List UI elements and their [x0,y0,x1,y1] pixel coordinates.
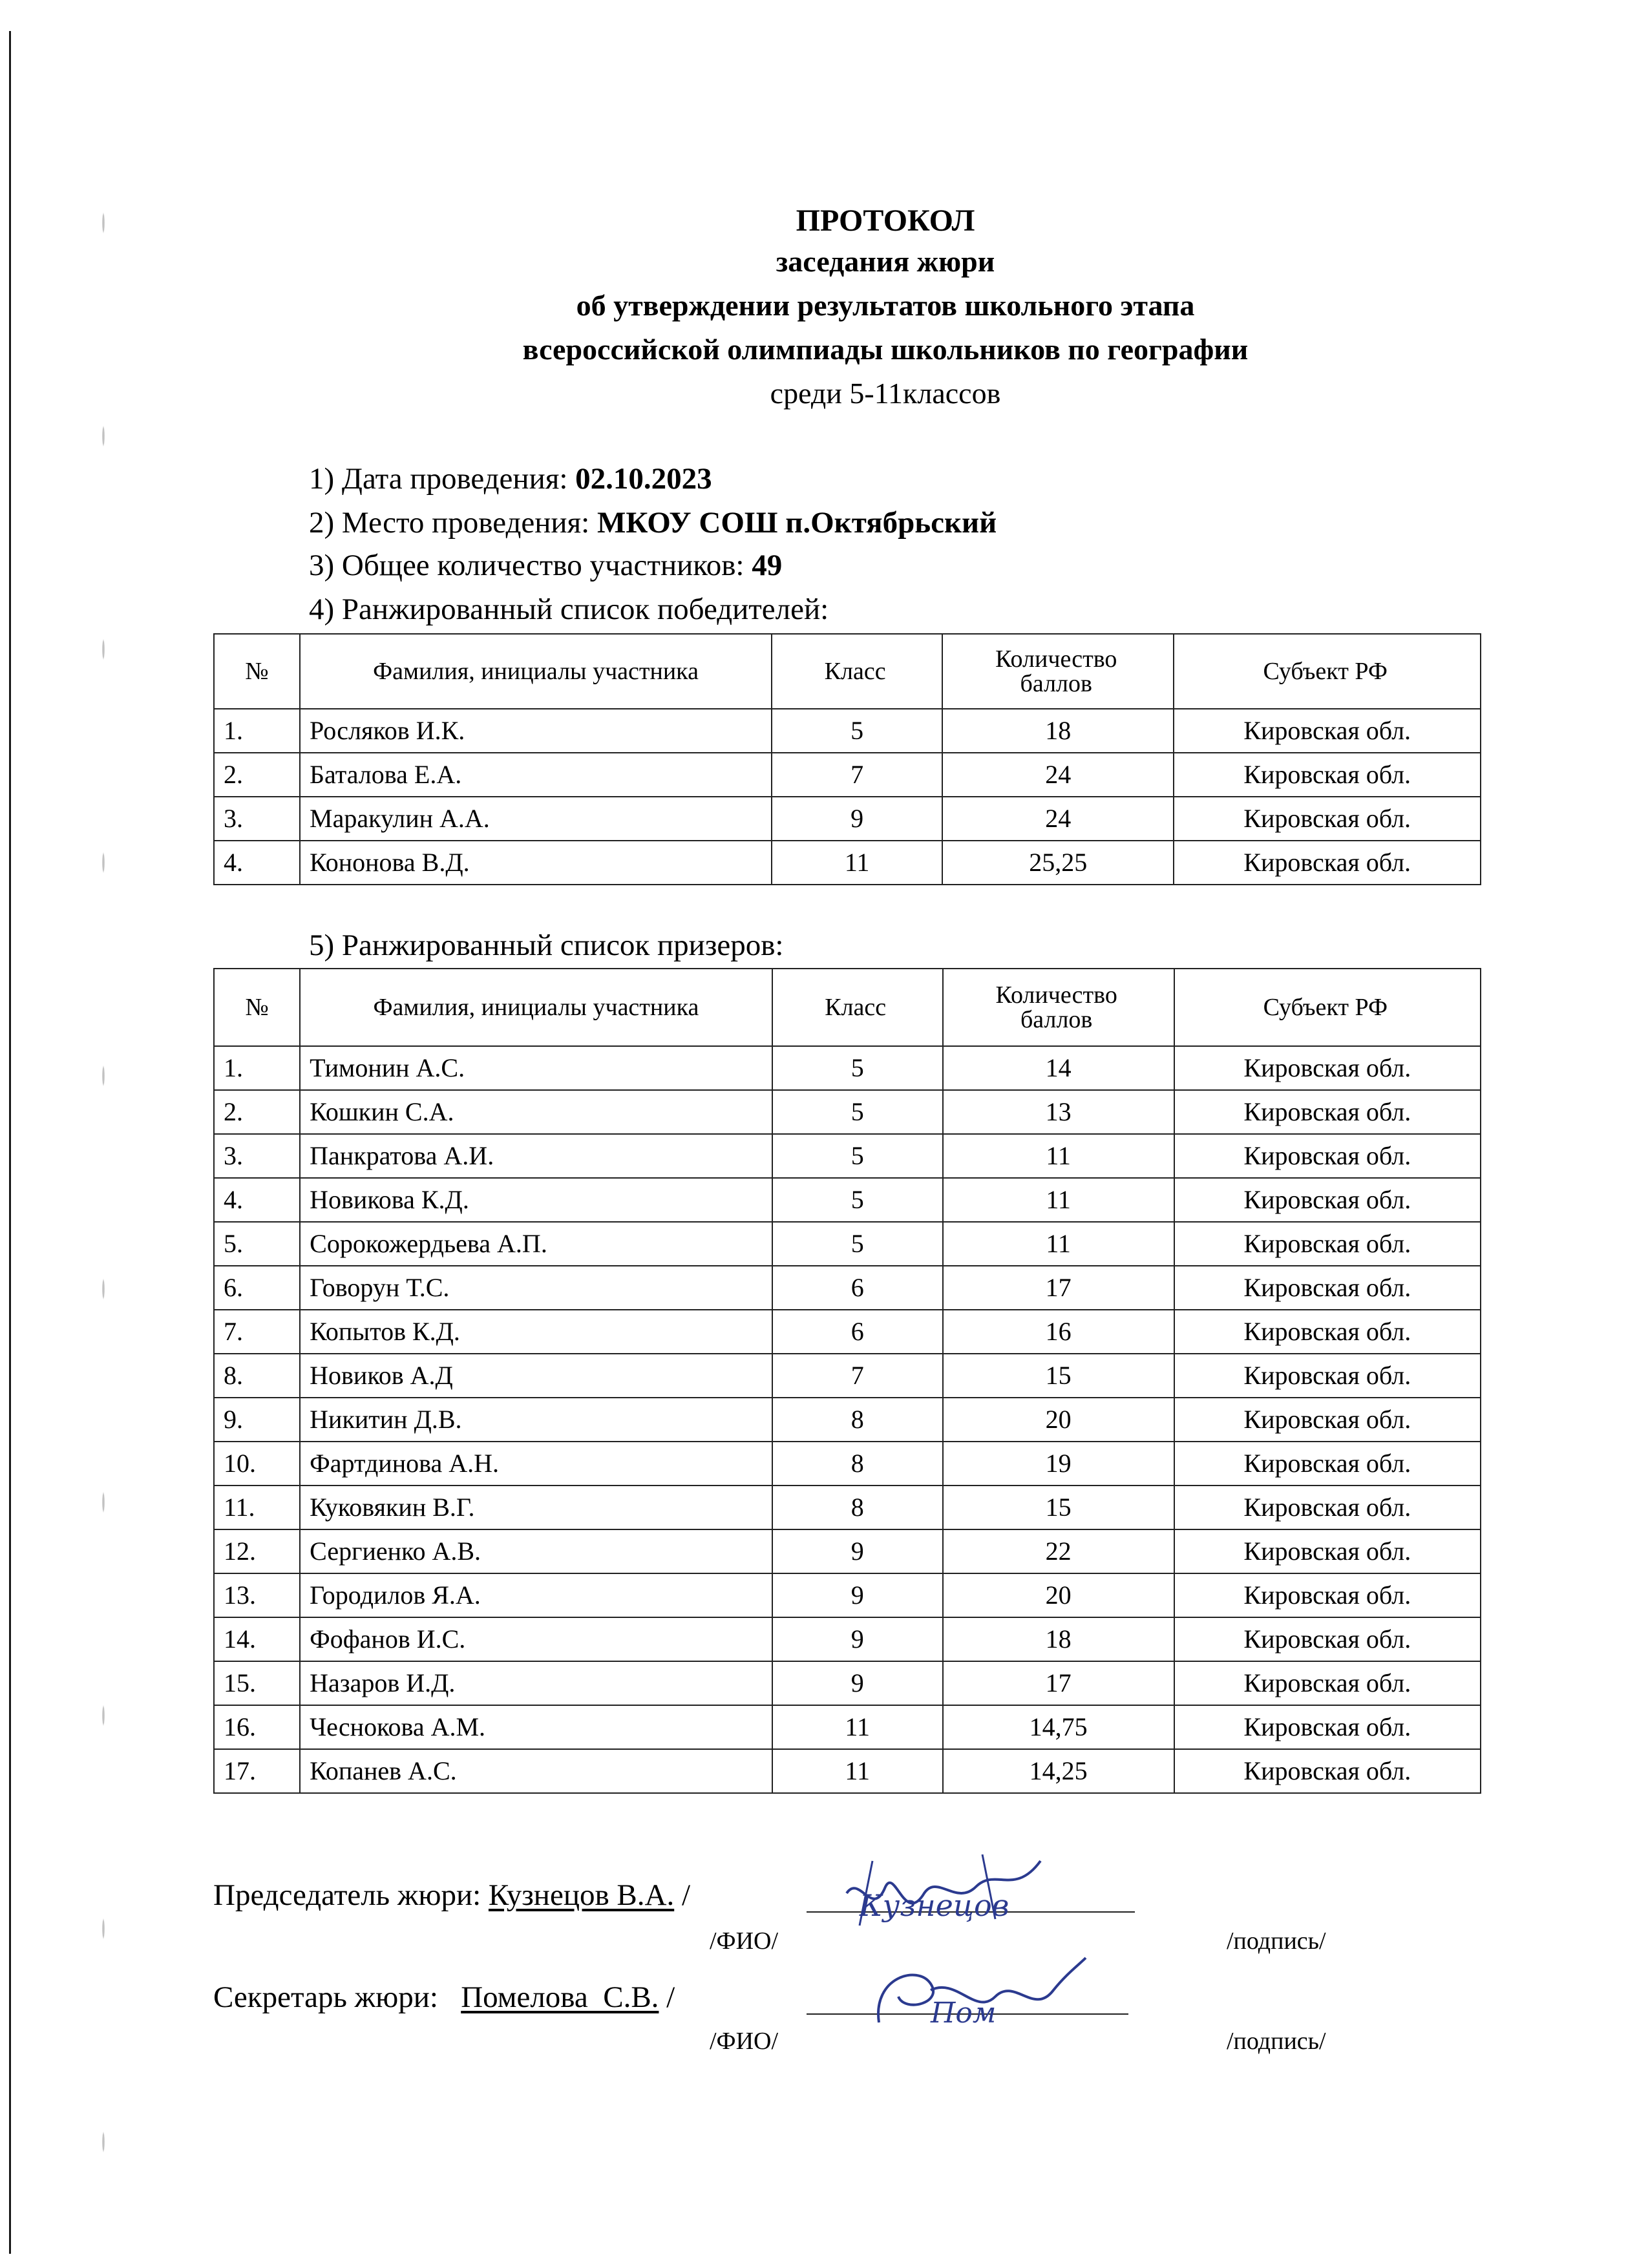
cell-region: Кировская обл. [1174,1046,1481,1090]
cell-score: 25,25 [942,841,1174,885]
table-header-row [214,634,1481,709]
col-num: № [214,969,300,1046]
cell-name: Тимонин А.С. [300,1046,772,1090]
col-class: Класс [772,634,942,709]
table-row [214,797,1481,841]
cell-region: Кировская обл. [1174,1398,1481,1442]
cell-class: 11 [772,841,942,885]
cell-score: 16 [943,1310,1174,1354]
winners-body [214,709,1481,885]
cell-name: Баталова Е.А. [300,753,772,797]
cell-region: Кировская обл. [1174,1354,1481,1398]
cell-num: 3. [214,797,300,841]
cell-num: 8. [214,1354,300,1398]
table-row [214,1398,1481,1442]
cell-class: 5 [772,709,942,753]
table-row [214,1705,1481,1749]
scan-noise [90,116,116,2184]
cell-region: Кировская обл. [1174,1090,1481,1134]
table-row [214,841,1481,885]
cell-num: 10. [214,1442,300,1486]
cell-num: 7. [214,1310,300,1354]
cell-num: 3. [214,1134,300,1178]
cell-region: Кировская обл. [1174,1749,1481,1793]
table-row [214,709,1481,753]
cell-region: Кировская обл. [1174,1486,1481,1529]
col-name: Фамилия, инициалы участника [300,969,772,1046]
cell-class: 11 [772,1705,943,1749]
cell-name: Фофанов И.С. [300,1617,772,1661]
cell-score: 22 [943,1529,1174,1573]
cell-score: 24 [942,753,1174,797]
cell-name: Новиков А.Д [300,1354,772,1398]
cell-name: Городилов Я.А. [300,1573,772,1617]
cell-class: 8 [772,1398,943,1442]
cell-num: 12. [214,1529,300,1573]
cell-name: Куковякин В.Г. [300,1486,772,1529]
table-row [214,1222,1481,1266]
cell-class: 5 [772,1090,943,1134]
cell-class: 7 [772,753,942,797]
table-row [214,753,1481,797]
cell-class: 11 [772,1749,943,1793]
cell-name: Сорокожердьева А.П. [300,1222,772,1266]
cell-score: 14,75 [943,1705,1174,1749]
cell-class: 5 [772,1222,943,1266]
doc-subtitle-2: об утверждении результатов школьного этапа [576,289,1195,322]
cell-num: 2. [214,1090,300,1134]
secretary-sign-caption: /подпись/ [1227,2028,1326,2055]
cell-score: 15 [943,1486,1174,1529]
cell-score: 11 [943,1134,1174,1178]
col-name: Фамилия, инициалы участника [300,634,772,709]
cell-num: 4. [214,1178,300,1222]
cell-num: 5. [214,1222,300,1266]
cell-score: 18 [942,709,1174,753]
cell-score: 17 [943,1661,1174,1705]
cell-num: 1. [214,1046,300,1090]
doc-subtitle-1: заседания жюри [776,245,995,278]
cell-class: 8 [772,1442,943,1486]
cell-class: 9 [772,1661,943,1705]
cell-num: 16. [214,1705,300,1749]
cell-name: Говорун Т.С. [300,1266,772,1310]
chair-slash: / [674,1878,691,1912]
info-count-label: 3) Общее количество участников: [309,549,752,582]
table-row [214,1354,1481,1398]
cell-name: Кошкин С.А. [300,1090,772,1134]
cell-region: Кировская обл. [1174,797,1481,841]
info-date-label: 1) Дата проведения: [309,462,576,496]
secretary-line [213,1982,675,2013]
cell-num: 2. [214,753,300,797]
table-row [214,1486,1481,1529]
cell-region: Кировская обл. [1174,1442,1481,1486]
chair-sign-caption: /подпись/ [1227,1927,1326,1955]
doc-subtitle-3: всероссийской олимпиады школьников по географии [522,333,1249,366]
table-row [214,1573,1481,1617]
prizers-table [213,968,1481,1794]
cell-name: Никитин Д.В. [300,1398,772,1442]
cell-score: 17 [943,1266,1174,1310]
cell-score: 20 [943,1398,1174,1442]
cell-num: 11. [214,1486,300,1529]
winners-table [213,633,1481,885]
secretary-signature-text: Пом [931,1997,997,2030]
cell-region: Кировская обл. [1174,1134,1481,1178]
cell-region: Кировская обл. [1174,1617,1481,1661]
info-count [309,551,782,581]
cell-score: 13 [943,1090,1174,1134]
col-score-line1: Количество [995,982,1117,1009]
cell-num: 1. [214,709,300,753]
cell-name: Маракулин А.А. [300,797,772,841]
cell-name: Фартдинова А.Н. [300,1442,772,1486]
doc-title: ПРОТОКОЛ [796,204,975,238]
table-header-row [214,969,1481,1046]
cell-name: Новикова К.Д. [300,1178,772,1222]
chair-label: Председатель жюри: [213,1878,489,1912]
table-row [214,1749,1481,1793]
cell-num: 14. [214,1617,300,1661]
chair-signature [834,1848,1053,1945]
cell-name: Копытов К.Д. [300,1310,772,1354]
cell-num: 4. [214,841,300,885]
col-class: Класс [772,969,943,1046]
info-date-value: 02.10.2023 [575,462,712,496]
secretary-name: Помелова С.В. [461,1980,659,2014]
chair-line [213,1880,690,1911]
chair-fio-caption: /ФИО/ [710,1927,779,1955]
cell-class: 5 [772,1178,943,1222]
table-row [214,1310,1481,1354]
cell-num: 6. [214,1266,300,1310]
col-region: Субъект РФ [1174,969,1481,1046]
cell-score: 19 [943,1442,1174,1486]
cell-class: 7 [772,1354,943,1398]
cell-class: 5 [772,1134,943,1178]
cell-class: 9 [772,1529,943,1573]
cell-region: Кировская обл. [1174,1266,1481,1310]
secretary-slash: / [659,1980,675,2014]
table-row [214,1661,1481,1705]
col-score-line1: Количество [995,646,1117,673]
cell-region: Кировская обл. [1174,1529,1481,1573]
info-count-value: 49 [752,549,783,582]
cell-region: Кировская обл. [1174,709,1481,753]
doc-subtitle-4: среди 5-11классов [770,377,1001,410]
cell-num: 15. [214,1661,300,1705]
cell-name: Панкратова А.И. [300,1134,772,1178]
cell-region: Кировская обл. [1174,841,1481,885]
cell-region: Кировская обл. [1174,1661,1481,1705]
cell-score: 14,25 [943,1749,1174,1793]
table-row [214,1178,1481,1222]
cell-name: Чеснокова А.М. [300,1705,772,1749]
cell-score: 15 [943,1354,1174,1398]
prizers-body [214,1046,1481,1793]
table-row [214,1529,1481,1573]
cell-score: 11 [943,1178,1174,1222]
cell-region: Кировская обл. [1174,1178,1481,1222]
info-place [309,508,997,538]
cell-name: Сергиенко А.В. [300,1529,772,1573]
cell-num: 13. [214,1573,300,1617]
winners-heading: 4) Ранжированный список победителей: [309,593,829,626]
cell-class: 9 [772,1573,943,1617]
cell-class: 9 [772,1617,943,1661]
chair-name: Кузнецов В.А. [488,1878,675,1912]
cell-class: 9 [772,797,942,841]
table-row [214,1266,1481,1310]
cell-class: 6 [772,1266,943,1310]
cell-num: 17. [214,1749,300,1793]
cell-num: 9. [214,1398,300,1442]
cell-class: 5 [772,1046,943,1090]
col-score-line2: баллов [1020,1006,1093,1033]
cell-region: Кировская обл. [1174,1222,1481,1266]
cell-region: Кировская обл. [1174,1705,1481,1749]
info-place-label: 2) Место проведения: [309,506,597,540]
cell-region: Кировская обл. [1174,1573,1481,1617]
table-row [214,1134,1481,1178]
table-row [214,1442,1481,1486]
cell-class: 8 [772,1486,943,1529]
cell-region: Кировская обл. [1174,1310,1481,1354]
info-date [309,464,712,494]
info-place-value: МКОУ СОШ п.Октябрьский [597,506,997,540]
secretary-signature [860,1951,1092,2048]
cell-name: Назаров И.Д. [300,1661,772,1705]
table-row [214,1046,1481,1090]
prizers-heading: 5) Ранжированный список призеров: [309,929,784,962]
scan-edge [9,31,11,2254]
cell-score: 24 [942,797,1174,841]
cell-score: 14 [943,1046,1174,1090]
col-num: № [214,634,300,709]
col-score [942,634,1174,709]
cell-class: 6 [772,1310,943,1354]
cell-name: Кононова В.Д. [300,841,772,885]
col-score-line2: баллов [1020,670,1092,697]
cell-name: Копанев А.С. [300,1749,772,1793]
table-row [214,1617,1481,1661]
col-score [943,969,1174,1046]
secretary-label: Секретарь жюри: [213,1980,461,2014]
cell-score: 11 [943,1222,1174,1266]
cell-region: Кировская обл. [1174,753,1481,797]
cell-name: Росляков И.К. [300,709,772,753]
cell-score: 18 [943,1617,1174,1661]
col-region: Субъект РФ [1174,634,1481,709]
table-row [214,1090,1481,1134]
cell-score: 20 [943,1573,1174,1617]
secretary-fio-caption: /ФИО/ [710,2028,779,2055]
chair-signature-text: Кузнецов [860,1888,1009,1923]
